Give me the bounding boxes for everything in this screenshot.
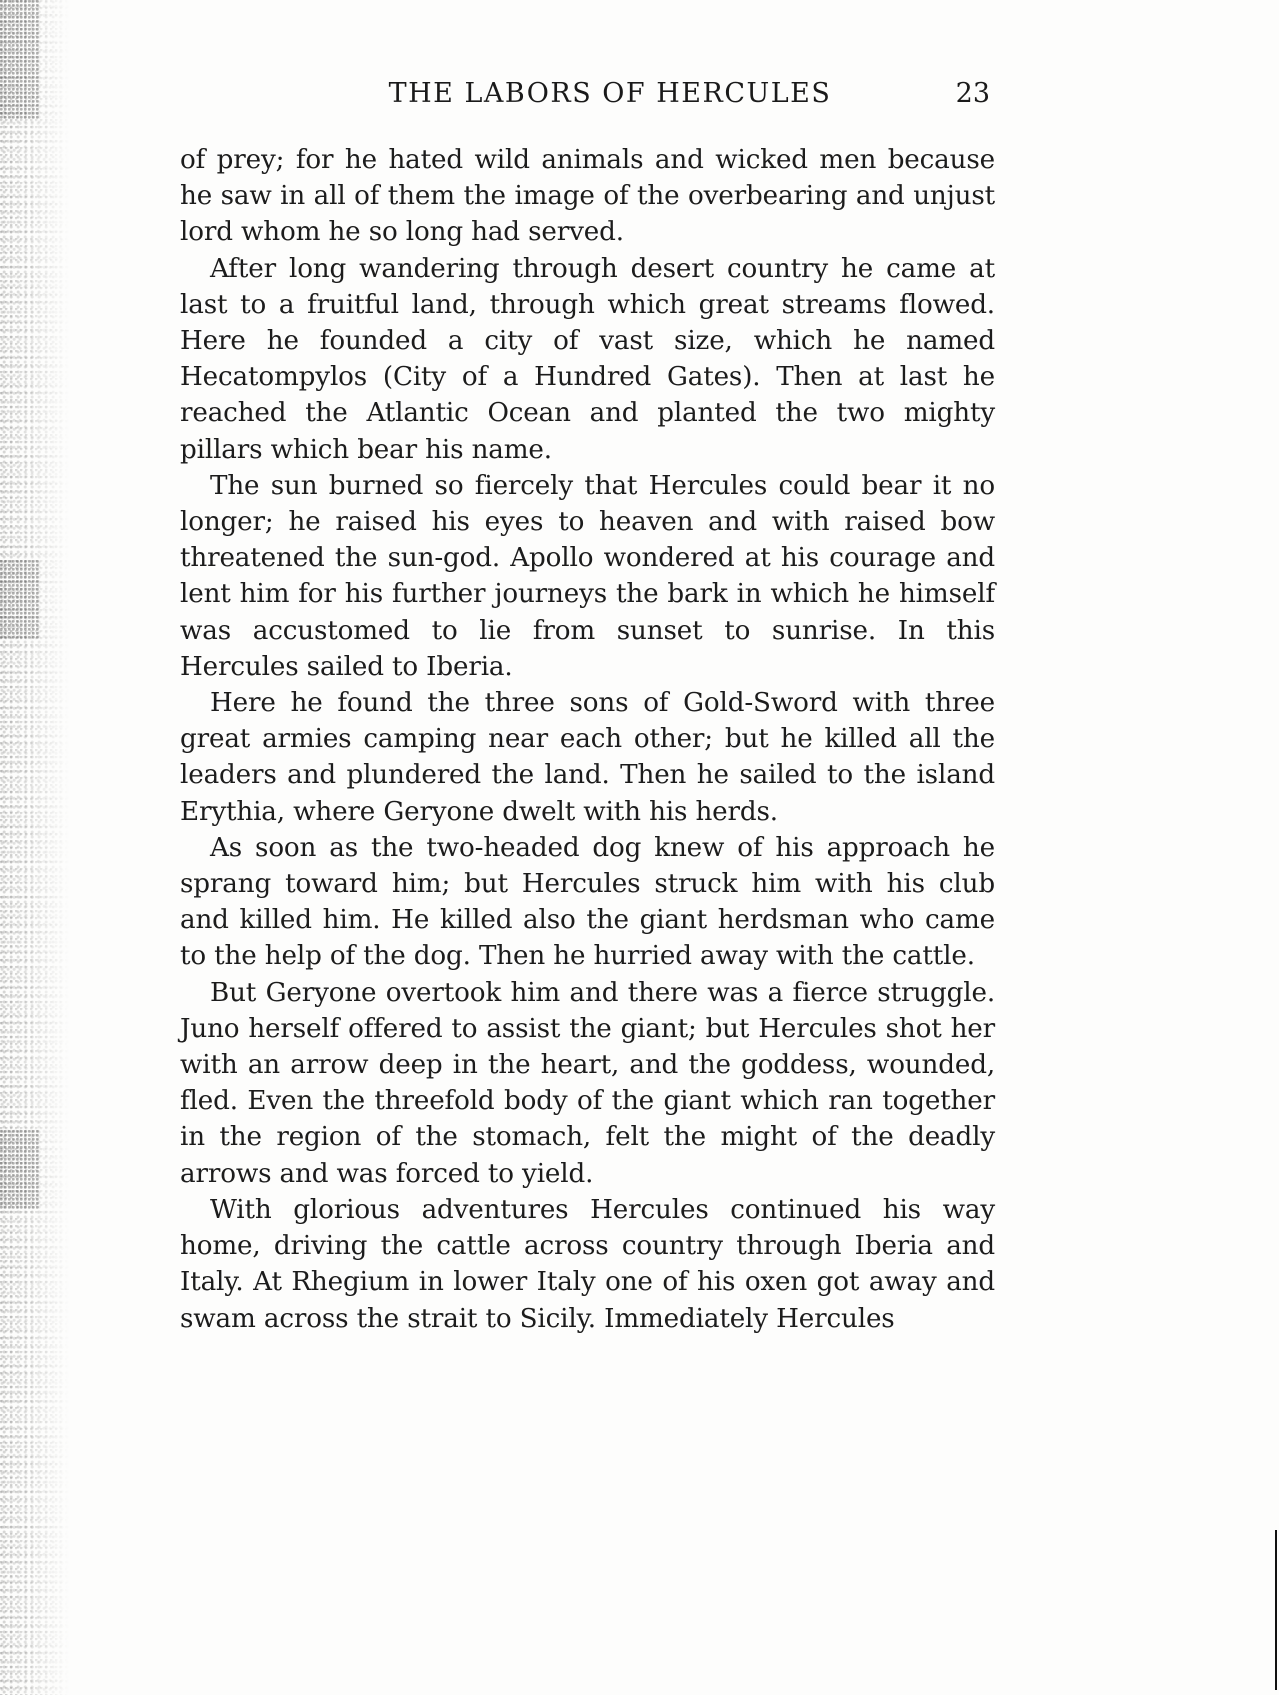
paragraph: With glorious adventures Hercules continued his way home, driving the cattle across country through Iberia and Italy. At Rhegium in lower Italy one of his oxen got away and swam across the strait to Sicily. Immediately Hercules [180,1194,995,1334]
scan-speckle-top [0,0,40,120]
page-number: 23 [955,78,990,109]
paragraph: But Geryone overtook him and there was a fierce struggle. Juno herself offered to assist the giant; but Hercules shot her with an arrow deep in the heart, and the goddess, wounded, fled. Even the threefold body of the giant which ran together in the region of the stomach, felt the might of the deadly arrows and was forced to yield. [180,977,995,1189]
body-text [180,142,995,1337]
scan-speckle-mid [0,560,40,640]
paragraph-continued: of prey; for he hated wild animals and wicked men because he saw in all of them the image of the overbearing and unjust lord whom he so long had served. [180,145,995,248]
paragraph: The sun burned so fiercely that Hercules could bear it no longer; he raised his eyes to heaven and with raised bow threatened the sun-god. Apollo wondered at his courage and lent him for his further journeys the bark in which he himself was accustomed to lie from sunset to sunrise. In this Hercules sailed to Iberia. [180,470,995,682]
scan-speckle-low [0,1130,40,1210]
scan-gutter-shadow [0,0,70,1695]
page-edge-line [1275,1530,1277,1690]
page-header [180,78,1000,118]
paragraph: After long wandering through desert country he came at last to a fruitful land, through which great streams flowed. Here he founded a city of vast size, which he named Hecatompylos (City of a Hundred Gates). Then at last he reached the Atlantic Ocean and planted the two mighty pillars which bear his name. [180,253,995,465]
paragraph: Here he found the three sons of Gold-Sword with three great armies camping near each other; but he killed all the leaders and plundered the land. Then he sailed to the island Erythia, where Geryone dwelt with his herds. [180,688,995,827]
paragraph: As soon as the two-headed dog knew of his approach he sprang toward him; but Hercules struck him with his club and killed him. He killed also the giant herdsman who came to the help of the dog. Then he hurried away with the cattle. [180,832,995,972]
running-title: THE LABORS OF HERCULES [388,78,832,109]
